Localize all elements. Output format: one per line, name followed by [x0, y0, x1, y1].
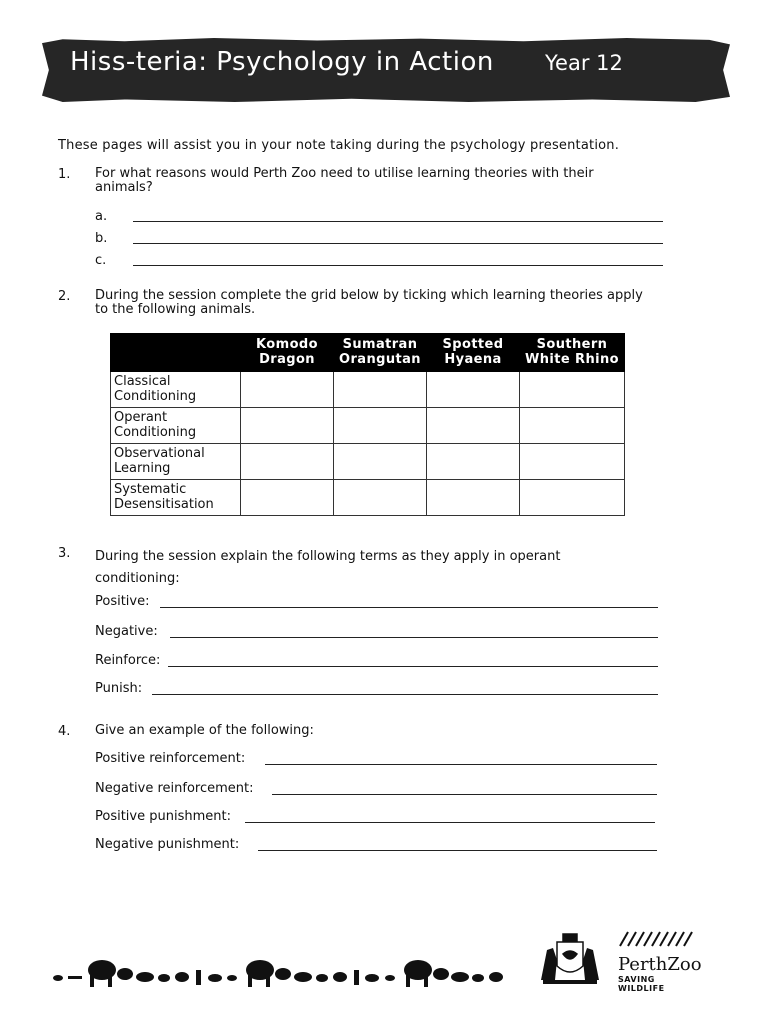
q1-item-b-line[interactable]	[133, 243, 663, 244]
q3-punish-line[interactable]	[152, 694, 658, 695]
animal-silhouettes-icon	[50, 950, 510, 990]
grid-row	[111, 480, 625, 516]
grid-row	[111, 444, 625, 480]
grid-corner-header	[111, 334, 241, 372]
q4-term-positive-reinforcement: Positive reinforcement:	[95, 751, 246, 766]
q4-term-negative-reinforcement: Negative reinforcement:	[95, 781, 254, 796]
q4-term-positive-punishment: Positive punishment:	[95, 809, 231, 824]
grid-cell[interactable]	[427, 444, 520, 480]
grid-col-header: Komodo Dragon	[241, 334, 334, 372]
grid-cell[interactable]	[241, 480, 334, 516]
grid-cell[interactable]	[520, 408, 625, 444]
q4-neg-reinforcement-line[interactable]	[272, 794, 657, 795]
grid-cell[interactable]	[241, 372, 334, 408]
q4-neg-punishment-line[interactable]	[258, 850, 657, 851]
grid-cell[interactable]	[334, 480, 427, 516]
page-title: Hiss-teria: Psychology in Action	[70, 47, 494, 77]
q4-text: Give an example of the following:	[95, 723, 314, 738]
grid-cell[interactable]	[334, 444, 427, 480]
q3-text: During the session explain the following terms as they apply in operant conditioning:	[95, 549, 561, 586]
q3-negative-line[interactable]	[170, 637, 658, 638]
q3-term-positive: Positive:	[95, 594, 150, 609]
q1-item-c-line[interactable]	[133, 265, 663, 266]
grid-cell[interactable]	[520, 480, 625, 516]
grid-col-header: Southern White Rhino	[520, 334, 625, 372]
q3-reinforce-line[interactable]	[168, 666, 658, 667]
q3-number: 3.	[58, 546, 71, 561]
q1-number: 1.	[58, 167, 71, 182]
grid-cell[interactable]	[427, 372, 520, 408]
q4-term-negative-punishment: Negative punishment:	[95, 837, 240, 852]
grid-col-header: Sumatran Orangutan	[334, 334, 427, 372]
logo-graphic-icon	[618, 930, 698, 948]
q3-term-punish: Punish:	[95, 681, 143, 696]
intro-text: These pages will assist you in your note taking during the psychology presentation.	[58, 138, 620, 153]
grid-cell[interactable]	[334, 372, 427, 408]
q3-positive-line[interactable]	[160, 607, 658, 608]
grid-cell[interactable]	[241, 444, 334, 480]
grid-cell[interactable]	[427, 480, 520, 516]
grid-cell[interactable]	[334, 408, 427, 444]
grid-row-label: Systematic Desensitisation	[111, 480, 241, 516]
learning-theories-grid	[110, 333, 625, 516]
logo-tagline: SAVING WILDLIFE	[618, 975, 665, 993]
grid-cell[interactable]	[520, 372, 625, 408]
q2-number: 2.	[58, 289, 71, 304]
q3-term-negative: Negative:	[95, 624, 158, 639]
grid-col-header: Spotted Hyaena	[427, 334, 520, 372]
q3-term-reinforce: Reinforce:	[95, 653, 161, 668]
q1-item-b-label: b.	[95, 231, 108, 246]
wa-coat-of-arms-icon	[535, 930, 605, 990]
grid-row-label: Observational Learning	[111, 444, 241, 480]
logo-name: PerthZoo	[618, 954, 702, 975]
perth-zoo-logo-icon	[618, 930, 702, 993]
grid-cell[interactable]	[520, 444, 625, 480]
grid-row-label: Operant Conditioning	[111, 408, 241, 444]
q4-pos-punishment-line[interactable]	[245, 822, 655, 823]
q4-pos-reinforcement-line[interactable]	[265, 764, 657, 765]
year-label: Year 12	[545, 51, 623, 75]
q1-item-a-line[interactable]	[133, 221, 663, 222]
grid-row	[111, 372, 625, 408]
q1-item-a-label: a.	[95, 209, 108, 224]
q2-text: During the session complete the grid below by ticking which learning theories apply to the following animals.	[95, 288, 643, 317]
q4-number: 4.	[58, 724, 71, 739]
grid-cell[interactable]	[427, 408, 520, 444]
grid-row	[111, 408, 625, 444]
grid-cell[interactable]	[241, 408, 334, 444]
q1-text: For what reasons would Perth Zoo need to utilise learning theories with their animals?	[95, 166, 594, 195]
grid-row-label: Classical Conditioning	[111, 372, 241, 408]
q1-item-c-label: c.	[95, 253, 107, 268]
